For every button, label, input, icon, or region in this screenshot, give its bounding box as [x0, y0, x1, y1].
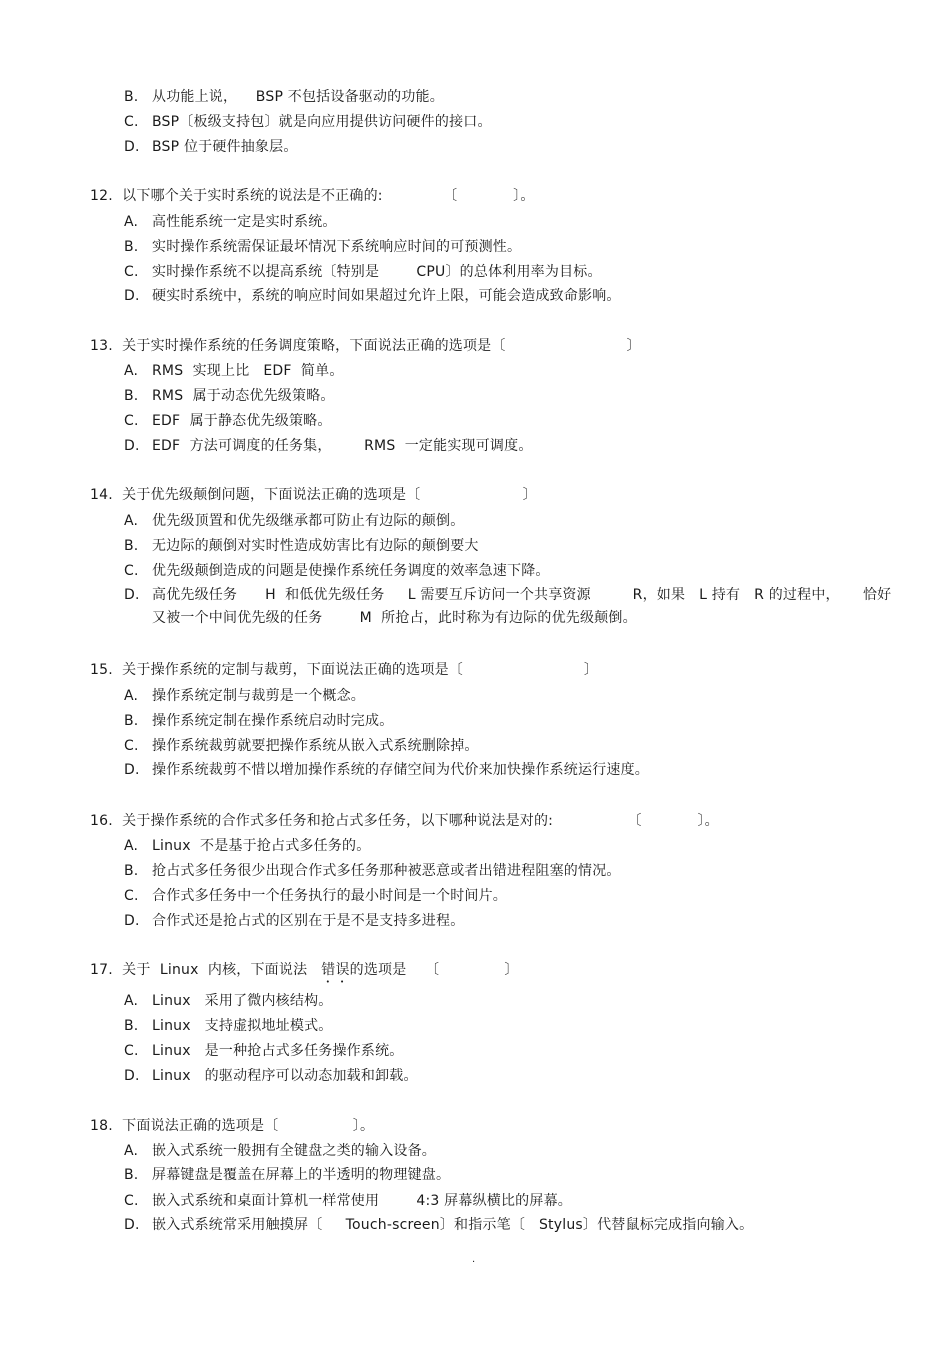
q13-option-c: C. EDF 属于静态优先级策略。	[124, 413, 332, 429]
q15-option-c: C. 操作系统裁剪就要把操作系统从嵌入式系统删除掉。	[124, 738, 479, 754]
q13-option-a: A. RMS 实现上比 EDF 简单。	[124, 363, 344, 379]
q16-option-c: C. 合作式多任务中一个任务执行的最小时间是一个时间片。	[124, 888, 507, 904]
emphasis-word: 错误	[321, 962, 350, 978]
q14-option-d: D. 高优先级任务 H 和低优先级任务 L 需要互斥访问一个共享资源 R，如果 L 持有 R 的过程中， 恰好	[124, 587, 892, 603]
q15-stem: 15. 关于操作系统的定制与裁剪，下面说法正确的选项是〔 〕	[90, 662, 599, 678]
q11-option-d: D. BSP 位于硬件抽象层。	[124, 139, 298, 155]
q16-stem: 16. 关于操作系统的合作式多任务和抢占式多任务，以下哪种说法是对的: 〔 〕。	[90, 813, 719, 829]
q13-stem: 13. 关于实时操作系统的任务调度策略，下面说法正确的选项是〔 〕	[90, 338, 641, 354]
q11-option-b: B. 从功能上说， BSP 不包括设备驱动的功能。	[124, 89, 444, 105]
q12-option-b: B. 实时操作系统需保证最坏情况下系统响应时间的可预测性。	[124, 239, 522, 255]
q14-option-b: B. 无边际的颠倒对实时性造成妨害比有边际的颠倒要大	[124, 538, 479, 554]
page-footer-mark: .	[472, 1254, 476, 1265]
q12-option-a: A. 高性能系统一定是实时系统。	[124, 214, 337, 230]
q14-option-c: C. 优先级颠倒造成的问题是使操作系统任务调度的效率急速下降。	[124, 563, 550, 579]
q14-option-d-continuation: 又被一个中间优先级的任务 M 所抢占，此时称为有边际的优先级颠倒。	[152, 610, 637, 626]
q15-option-b: B. 操作系统定制在操作系统启动时完成。	[124, 713, 394, 729]
q11-option-c: C. BSP〔板级支持包〕就是向应用提供访问硬件的接口。	[124, 114, 492, 130]
q18-option-b: B. 屏幕键盘是覆盖在屏幕上的半透明的物理键盘。	[124, 1167, 451, 1183]
q16-option-a: A. Linux 不是基于抢占式多任务的。	[124, 838, 371, 854]
q17-stem: 17. 关于 Linux 内核，下面说法 错误的选项是 〔 〕	[90, 962, 519, 978]
q12-stem: 12. 以下哪个关于实时系统的说法是不正确的: 〔 〕。	[90, 188, 535, 204]
q17-option-d: D. Linux 的驱动程序可以动态加载和卸载。	[124, 1068, 418, 1084]
q16-option-b: B. 抢占式多任务很少出现合作式多任务那种被恶意或者出错进程阻塞的情况。	[124, 863, 621, 879]
q15-option-a: A. 操作系统定制与裁剪是一个概念。	[124, 688, 365, 704]
q12-option-c: C. 实时操作系统不以提高系统〔特别是 CPU〕的总体利用率为目标。	[124, 264, 602, 280]
q17-option-a: A. Linux 采用了微内核结构。	[124, 993, 333, 1009]
q13-option-d: D. EDF 方法可调度的任务集， RMS 一定能实现可调度。	[124, 438, 533, 454]
q17-option-c: C. Linux 是一种抢占式多任务操作系统。	[124, 1043, 404, 1059]
q12-option-d: D. 硬实时系统中，系统的响应时间如果超过允许上限，可能会造成致命影响。	[124, 288, 621, 304]
q17-option-b: B. Linux 支持虚拟地址模式。	[124, 1018, 333, 1034]
q18-option-d: D. 嵌入式系统常采用触摸屏〔 Touch-screen〕和指示笔〔 Stylus〕代替鼠标完成指向输入。	[124, 1217, 754, 1233]
q15-option-d: D. 操作系统裁剪不惜以增加操作系统的存储空间为代价来加快操作系统运行速度。	[124, 762, 649, 778]
q18-option-c: C. 嵌入式系统和桌面计算机一样常使用 4:3 屏幕纵横比的屏幕。	[124, 1193, 572, 1209]
q14-option-a: A. 优先级顶置和优先级继承都可防止有边际的颠倒。	[124, 513, 465, 529]
q18-option-a: A. 嵌入式系统一般拥有全键盘之类的输入设备。	[124, 1143, 436, 1159]
q16-option-d: D. 合作式还是抢占式的区别在于是不是支持多进程。	[124, 913, 465, 929]
q13-option-b: B. RMS 属于动态优先级策略。	[124, 388, 335, 404]
q14-stem: 14. 关于优先级颠倒问题，下面说法正确的选项是〔 〕	[90, 487, 537, 503]
q18-stem: 18. 下面说法正确的选项是〔 〕。	[90, 1118, 375, 1134]
